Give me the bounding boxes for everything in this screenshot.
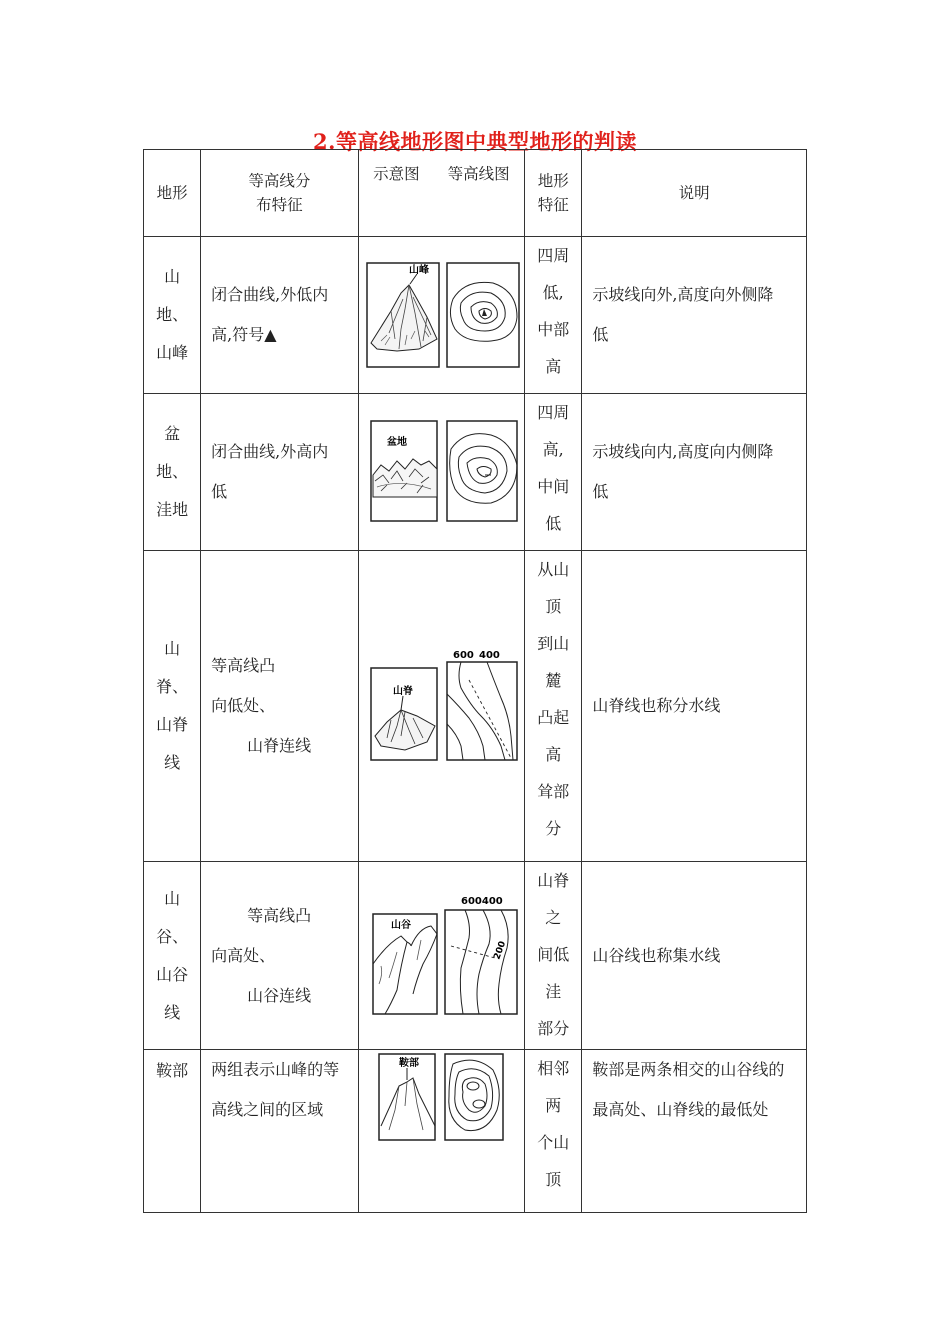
- sketch-label: 山峰: [409, 265, 430, 276]
- header-character: 地形特征: [525, 150, 582, 237]
- landform-cell: 山 地、 山峰: [144, 237, 201, 394]
- character-cell: 山脊 之 间低 洼 部分: [525, 862, 582, 1050]
- sketch-label: 鞍部: [399, 1058, 420, 1069]
- sketch-label: 山谷: [391, 919, 412, 931]
- landform-cell: 山 脊、 山脊 线: [144, 551, 201, 862]
- contour-label-600400: 600400: [461, 895, 504, 907]
- feature-cell: 闭合曲线,外高内 低: [201, 394, 358, 551]
- note-cell: 示坡线向外,高度向外侧降 低: [582, 237, 807, 394]
- ridge-diagram: [361, 646, 521, 766]
- page-title: 2.等高线地形图中典型地形的判读: [313, 129, 637, 154]
- header-diagram-right: 等高线图: [447, 165, 510, 183]
- feature-cell: 等高线凸 向低处、 山脊连线: [201, 551, 358, 862]
- diagram-cell: [358, 862, 525, 1050]
- table-row: [144, 237, 807, 394]
- feature-cell: 等高线凸 向高处、 山谷连线: [201, 862, 358, 1050]
- note-cell: 山谷线也称集水线: [582, 862, 807, 1050]
- feature-cell: 两组表示山峰的等 高线之间的区域: [201, 1050, 358, 1213]
- header-note: 说明: [582, 150, 807, 237]
- feature-cell: 闭合曲线,外低内 高,符号▲: [201, 237, 358, 394]
- header-contour: 等高线分布特征: [201, 150, 358, 237]
- table-row: [144, 862, 807, 1050]
- table-row: [144, 551, 807, 862]
- note-cell: 示坡线向内,高度向内侧降 低: [582, 394, 807, 551]
- table-row: [144, 1050, 807, 1213]
- header-landform: 地形: [144, 150, 201, 237]
- sketch-label: 盆地: [387, 437, 408, 448]
- landform-cell: 山 谷、 山谷 线: [144, 862, 201, 1050]
- basin-diagram: [361, 417, 521, 527]
- saddle-diagram: [361, 1050, 521, 1146]
- table-header-row: [144, 150, 807, 237]
- character-cell: 从山 顶 到山 麓 凸起 高 耸部 分: [525, 551, 582, 862]
- header-diagram-left: 示意图: [373, 165, 420, 183]
- landform-cell: 鞍部: [144, 1050, 201, 1213]
- contour-label-200: 200: [492, 939, 509, 961]
- character-cell: 相邻 两 个山 顶: [525, 1050, 582, 1213]
- header-diagram: [358, 150, 525, 237]
- diagram-cell: [358, 394, 525, 551]
- character-cell: 四周 高, 中间 低: [525, 394, 582, 551]
- diagram-cell: [358, 1050, 525, 1213]
- sketch-label: 山脊: [393, 686, 414, 697]
- table-row: [144, 394, 807, 551]
- note-cell: 鞍部是两条相交的山谷线的 最高处、山脊线的最低处: [582, 1050, 807, 1213]
- valley-diagram: [361, 894, 521, 1018]
- peak-diagram: [361, 259, 521, 371]
- contour-label-600: 600: [453, 650, 475, 661]
- landform-cell: 盆 地、 洼地: [144, 394, 201, 551]
- note-cell: 山脊线也称分水线: [582, 551, 807, 862]
- terrain-table: [143, 149, 807, 1213]
- diagram-cell: [358, 237, 525, 394]
- contour-label-400: 400: [479, 650, 501, 661]
- diagram-cell: [358, 551, 525, 862]
- character-cell: 四周 低, 中部 高: [525, 237, 582, 394]
